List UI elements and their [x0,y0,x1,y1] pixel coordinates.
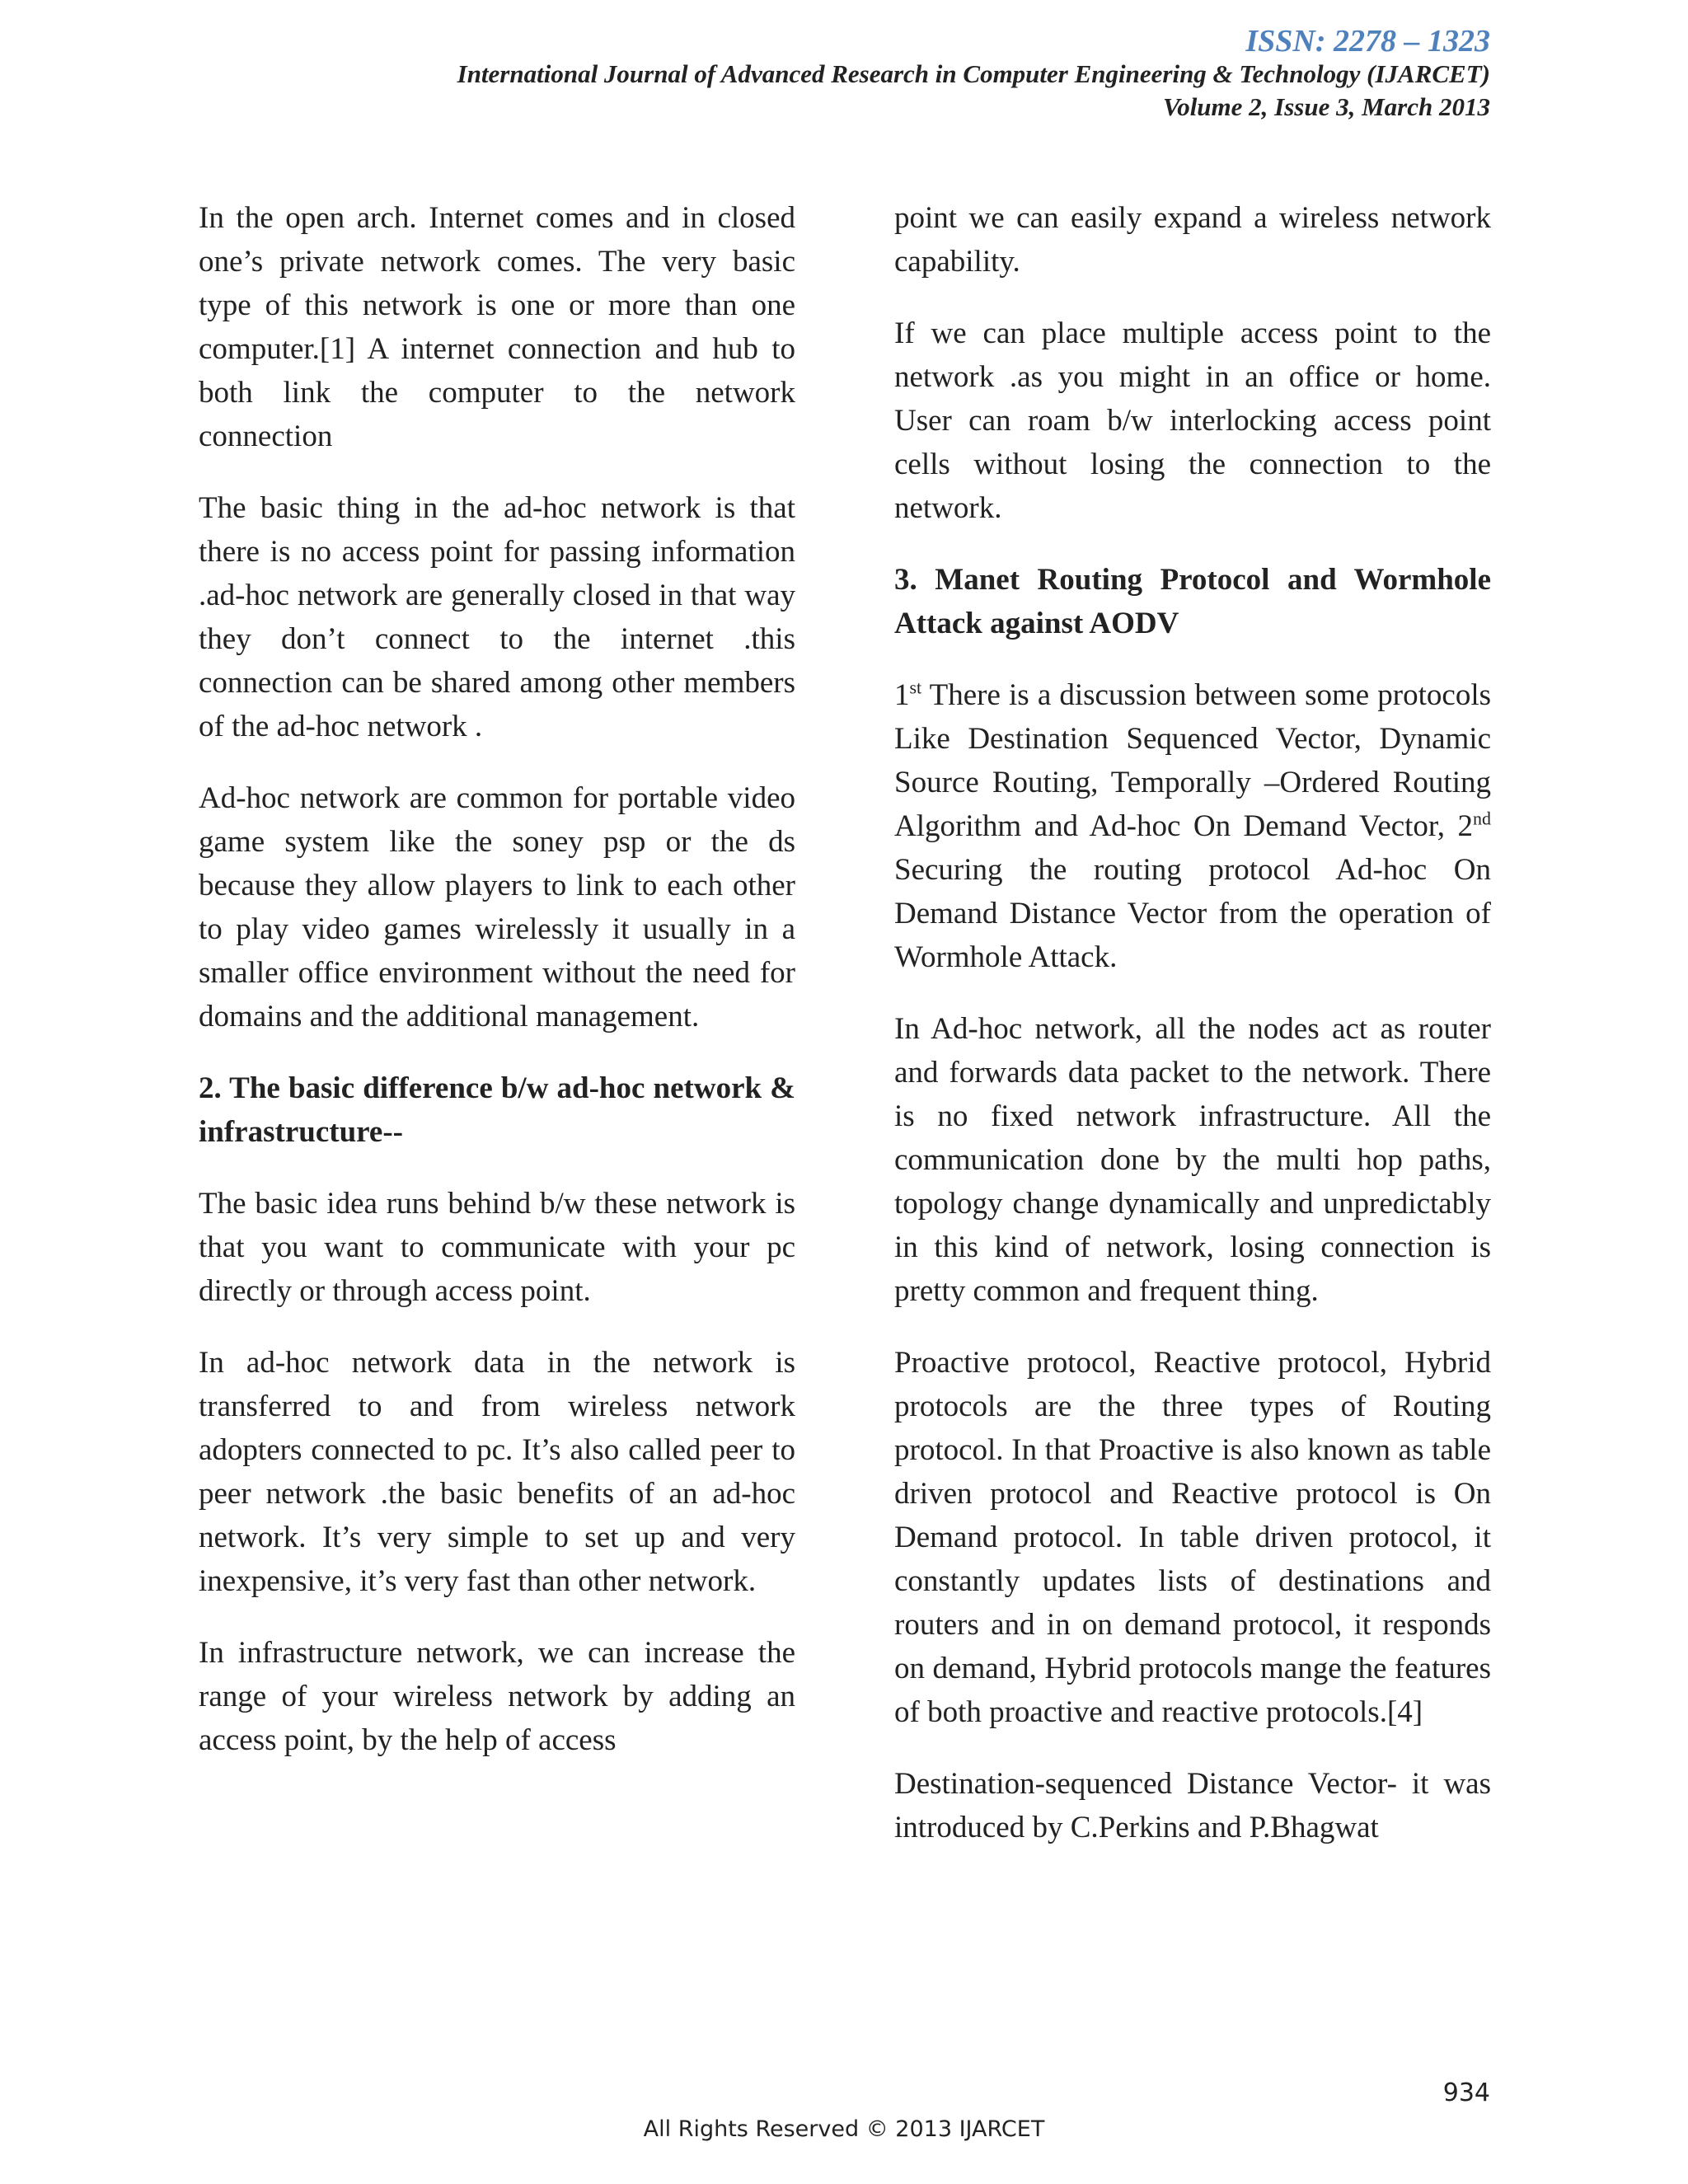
paragraph: The basic thing in the ad-hoc network is that there is no access point for passing information .ad-hoc network are generally closed in that way they don’t connect to the internet .this connection can be shared among other members of the ad-hoc network . [199,491,795,743]
issn-label: ISSN: 2278 – 1323 [1245,24,1490,59]
paragraph-text: 1 [894,678,910,712]
section-heading: 2. The basic difference b/w ad-hoc network & infrastructure-- [199,1071,795,1149]
page-number: 934 [1442,2079,1490,2107]
journal-title: International Journal of Advanced Research in Computer Engineering & Technology (IJARCET) [457,59,1490,88]
journal-volume: Volume 2, Issue 3, March 2013 [1162,92,1490,121]
paragraph-text: There is a discussion between some protocols Like Destination Sequenced Vector, Dynamic Source Routing, Temporally –Ordered Routing Algorithm and Ad-hoc On Demand Vector, 2 [894,678,1491,843]
paragraph-text: Securing the routing protocol Ad-hoc On Demand Distance Vector from the operation of Wormhole Attack. [894,853,1491,974]
paragraph: Proactive protocol, Reactive protocol, Hybrid protocols are the three types of Routing protocol. In that Proactive is also known as table driven protocol and Reactive protocol is On Demand protocol. In table driven protocol, it constantly updates lists of destinations and routers and in on demand protocol, it responds on demand, Hybrid protocols mange the features of both proactive and reactive protocols.[4] [894,1346,1491,1729]
paragraph: Ad-hoc network are common for portable video game system like the soney psp or the ds because they allow players to link to each other to play video games wirelessly it usually in a smaller office environment without the need for domains and the additional management. [199,781,795,1033]
superscript: st [909,677,922,698]
left-column [199,196,795,1790]
paragraph: In the open arch. Internet comes and in closed one’s private network comes. The very basic type of this network is one or more than one computer.[1] A internet connection and hub to both link the computer to the network connection [199,201,795,453]
paragraph: The basic idea runs behind b/w these network is that you want to communicate with your pc directly or through access point. [199,1187,795,1308]
paragraph: In Ad-hoc network, all the nodes act as router and forwards data packet to the network. There is no fixed network infrastructure. All the communication done by the multi hop paths, topology change dynamically and unpredictably in this kind of network, losing connection is pretty common and frequent thing. [894,1012,1491,1308]
paragraph: In infrastructure network, we can increase the range of your wireless network by adding an access point, by the help of access [199,1636,795,1757]
paragraph [894,673,1491,979]
paragraph: Destination-sequenced Distance Vector- it was introduced by C.Perkins and P.Bhagwat [894,1767,1491,1844]
paragraph: If we can place multiple access point to the network .as you might in an office or home. User can roam b/w interlocking access point cells without losing the connection to the network. [894,316,1491,525]
paragraph: In ad-hoc network data in the network is transferred to and from wireless network adopters connected to pc. It’s also called peer to peer network .the basic benefits of an ad-hoc network. It’s very simple to set up and very inexpensive, it’s very fast than other network. [199,1346,795,1598]
section-heading: 3. Manet Routing Protocol and Wormhole Attack against AODV [894,563,1491,640]
superscript: nd [1473,808,1491,829]
paragraph: point we can easily expand a wireless network capability. [894,201,1491,279]
journal-header [457,25,1490,124]
footer-copyright: All Rights Reserved © 2013 IJARCET [643,2116,1045,2142]
right-column [894,196,1491,1877]
